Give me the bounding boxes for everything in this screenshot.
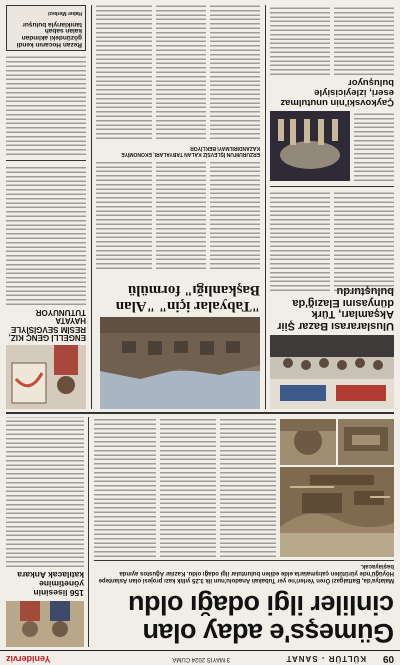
right-divider [6, 160, 86, 161]
tabya-body-col-6 [96, 5, 152, 139]
rezan-box [6, 5, 86, 51]
main-headline: Gümeşs'e aday olan cinliler ilgi odağı oldu [128, 589, 394, 648]
concert-photo [270, 111, 350, 181]
main-lead: Malatya'da, Battalgazi Ören Yerleri'ne yer Tubakalı Anadolu'nun ilk 3.25 yıllık kazı projesi olan Aslantepe Höyüğü'nde yürütülen çalışmalarla elde edilen buluntular ilgi odağı oldu. Kazılar Ağustos ayında başlayacak. [98, 563, 394, 583]
concert-body-col-1 [354, 111, 394, 181]
sidebar-body [6, 417, 84, 567]
main-body-col-1 [220, 419, 276, 557]
main-body-col-3 [94, 419, 156, 557]
main-body-col-2 [160, 419, 216, 557]
gallery-photo-2 [280, 419, 336, 465]
poetry-body-col-1 [334, 191, 394, 291]
tabya-subhead: ERZURUM'UN İŞLEVSİZ KALAN TABYALARI, EKONOMİYE KAZANDIRILMAYI BEKLİYOR [121, 145, 260, 157]
concert-body-col-3 [270, 5, 330, 75]
painter-headline: ENGELLİ GENÇ KIZ, RESİM SEVGİSİYLE HAYATA TUTUNUYOR [8, 307, 86, 342]
rezan-headline: Rezan Hocanın kendi gözündeki aklından kalan sabah tanıklarıyla buluşur [16, 20, 82, 48]
concert-headline: Çaykovski'nin unutulmaz eseri, izleyicisiyle buluşuyor [280, 77, 394, 108]
poetry-body-col-2 [270, 191, 330, 291]
main-photo [280, 467, 394, 557]
painter-photo [6, 345, 86, 409]
section-title: KÜLTÜR - SANAT [285, 654, 366, 663]
tabya-body-col-3 [96, 161, 152, 269]
sidebar-photo [6, 601, 84, 647]
tabya-body-col-2 [156, 161, 206, 269]
rezan-byline: Haber Merkezi [48, 10, 82, 16]
rezan-body [6, 55, 86, 155]
divider [94, 560, 394, 561]
poetry-headline: Uluslararası Bazar Şiir Akşamları, Türk dünyasını Elazığ'da buluşturdu [277, 285, 394, 332]
newspaper-logo: Yeniderviz [6, 654, 51, 664]
concert-body-col-2 [334, 5, 394, 75]
tabya-headline: "Tabyalar için" "Alan Başkanlığı" formülü [115, 282, 260, 314]
sidebar-headline: 156 lisesinin yönetimine katılacak Ankara [17, 570, 84, 598]
issue-date: 3 MAYIS 2024 CUMA [172, 656, 230, 662]
page-number: 09 [382, 653, 394, 664]
painter-body [6, 165, 86, 305]
column-divider [265, 5, 266, 409]
poetry-event-photo [270, 335, 394, 409]
section-divider [6, 413, 394, 415]
column-divider-2 [91, 5, 92, 409]
left-divider [270, 186, 394, 187]
page-header [0, 650, 400, 665]
tabya-body-col-4 [210, 5, 260, 139]
tabya-photo [100, 317, 260, 409]
tabya-body-col-1 [210, 161, 260, 269]
tabya-body-col-5 [156, 5, 206, 139]
gallery-photo-1 [338, 419, 394, 465]
sidebar-divider [88, 417, 89, 647]
